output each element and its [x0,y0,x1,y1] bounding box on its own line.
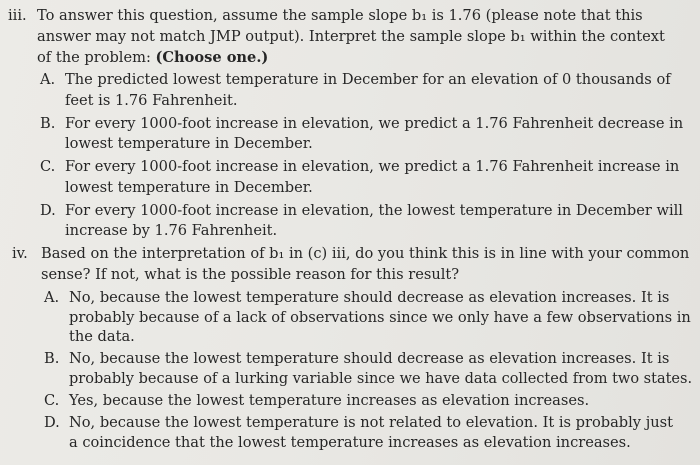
option-text-line: No, because the lowest temperature should decrease as elevation increases. It is [69,289,670,306]
option-text-line: a coincidence that the lowest temperature increases as elevation increases. [69,434,631,451]
choose-one-label: (Choose one.) [155,49,269,66]
option-text-line: No, because the lowest temperature is not related to elevation. It is probably just [69,414,673,431]
option-text-line: The predicted lowest temperature in December for an elevation of 0 thousands of [65,71,671,88]
option-letter: C. [44,392,60,409]
option-text-line: For every 1000-foot increase in elevation, the lowest temperature in December will [65,202,683,219]
question-number: iii. [8,7,27,24]
option-text-line: increase by 1.76 Fahrenheit. [65,222,278,239]
option-text-line: probably because of a lack of observations since we only have a few observations in [69,309,691,326]
question-text-line: answer may not match JMP output). Interpret the sample slope b₁ within the context [37,28,665,45]
option-letter: B. [44,350,60,367]
option-text-line: feet is 1.76 Fahrenheit. [65,92,238,109]
option-letter: D. [44,414,60,431]
option-text-line: the data. [69,328,135,345]
option-text-line: lowest temperature in December. [65,135,313,152]
option-text-line: lowest temperature in December. [65,179,313,196]
option-text-line: probably because of a lurking variable since we have data collected from two states. [69,370,693,387]
option-letter: A. [44,289,60,306]
question-text-line: Based on the interpretation of b₁ in (c) iii, do you think this is in line with your common [41,245,690,262]
question-text-line: of the problem: (Choose one.) [37,49,269,66]
option-letter: B. [40,115,56,132]
question-text-line: To answer this question, assume the sample slope b₁ is 1.76 (please note that this [37,7,643,24]
option-letter: D. [40,202,56,219]
option-text-line: Yes, because the lowest temperature increases as elevation increases. [69,392,590,409]
option-letter: C. [40,158,56,175]
option-text-line: No, because the lowest temperature should decrease as elevation increases. It is [69,350,670,367]
option-text-line: For every 1000-foot increase in elevation, we predict a 1.76 Fahrenheit decrease in [65,115,684,132]
option-letter: A. [40,71,56,88]
question-number: iv. [12,245,28,262]
question-text-line: sense? If not, what is the possible reason for this result? [41,266,460,283]
option-text-line: For every 1000-foot increase in elevation, we predict a 1.76 Fahrenheit increase in [65,158,680,175]
